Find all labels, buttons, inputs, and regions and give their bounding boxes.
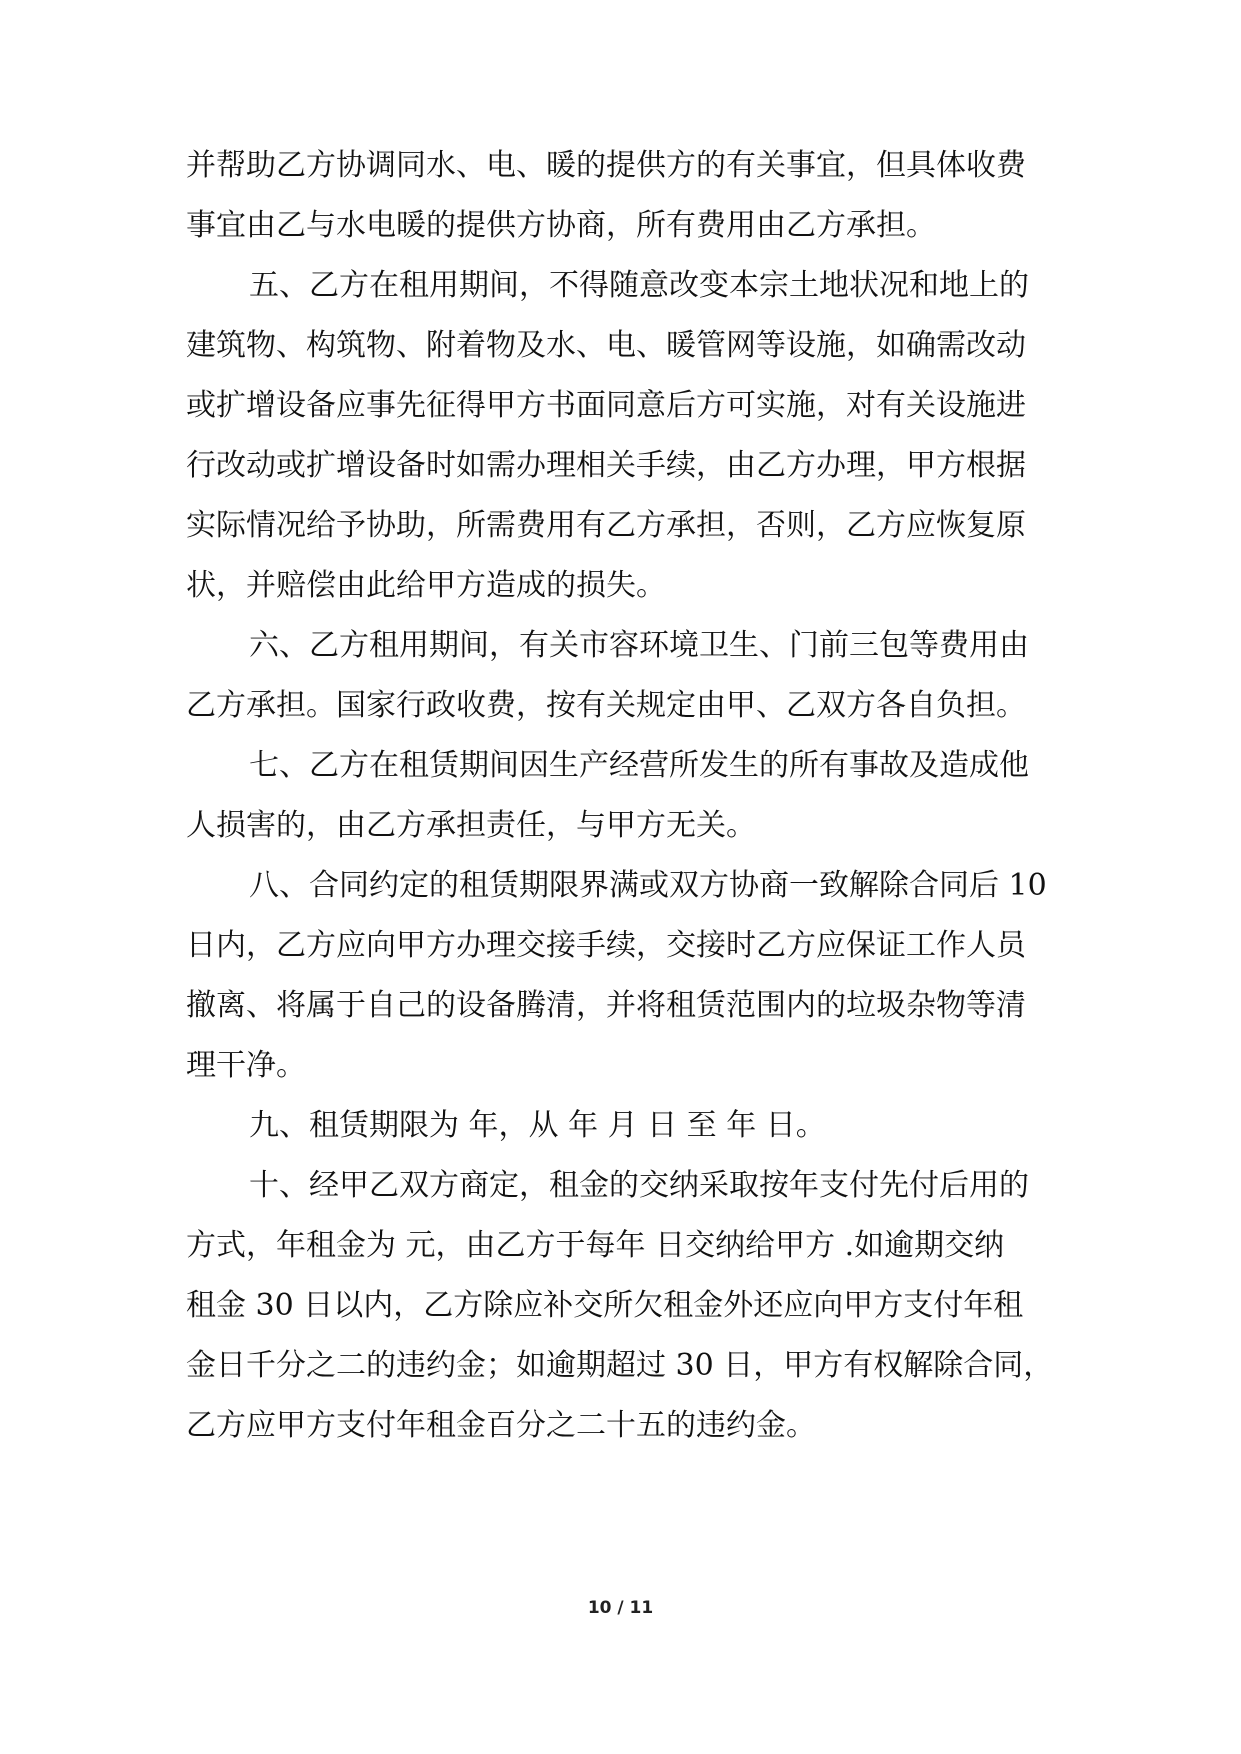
text-line: 或扩增设备应事先征得甲方书面同意后方可实施，对有关设施进	[186, 388, 1026, 423]
text-line: 事宜由乙与水电暖的提供方协商，所有费用由乙方承担。	[186, 208, 936, 243]
text-line: 并帮助乙方协调同水、电、暖的提供方的有关事宜，但具体收费	[186, 148, 1026, 183]
text-line: 理干净。	[186, 1048, 306, 1083]
text-line: 方式，年租金为 元，由乙方于每年 日交纳给甲方 .如逾期交纳	[186, 1228, 1005, 1263]
paragraph-7-start: 七、乙方在租赁期间因生产经营所发生的所有事故及造成他	[249, 748, 1029, 783]
text-line: 实际情况给予协助，所需费用有乙方承担，否则，乙方应恢复原	[186, 508, 1026, 543]
paragraph-9-start: 九、租赁期限为 年，从 年 月 日 至 年 日。	[249, 1108, 826, 1143]
text-line: 金日千分之二的违约金；如逾期超过 30 日，甲方有权解除合同，	[186, 1348, 1054, 1383]
paragraph-8-start: 八、合同约定的租赁期限界满或双方协商一致解除合同后 10	[249, 868, 1047, 903]
paragraph-6-start: 六、乙方租用期间，有关市容环境卫生、门前三包等费用由	[249, 628, 1029, 663]
paragraph-5-start: 五、乙方在租用期间，不得随意改变本宗土地状况和地上的	[249, 268, 1029, 303]
text-line: 乙方承担。国家行政收费，按有关规定由甲、乙双方各自负担。	[186, 688, 1026, 723]
paragraph-10-start: 十、经甲乙双方商定，租金的交纳采取按年支付先付后用的	[249, 1168, 1029, 1203]
text-line: 建筑物、构筑物、附着物及水、电、暖管网等设施，如确需改动	[186, 328, 1026, 363]
text-line: 行改动或扩增设备时如需办理相关手续，由乙方办理，甲方根据	[186, 448, 1026, 483]
text-line: 日内，乙方应向甲方办理交接手续，交接时乙方应保证工作人员	[186, 928, 1026, 963]
text-line: 租金 30 日以内，乙方除应补交所欠租金外还应向甲方支付年租	[186, 1288, 1024, 1323]
text-line: 撤离、将属于自己的设备腾清，并将租赁范围内的垃圾杂物等清	[186, 988, 1026, 1023]
text-line: 乙方应甲方支付年租金百分之二十五的违约金。	[186, 1408, 816, 1443]
page-number: 10 / 11	[587, 1598, 654, 1618]
text-line: 人损害的，由乙方承担责任，与甲方无关。	[186, 808, 756, 843]
text-line: 状，并赔偿由此给甲方造成的损失。	[186, 568, 666, 603]
